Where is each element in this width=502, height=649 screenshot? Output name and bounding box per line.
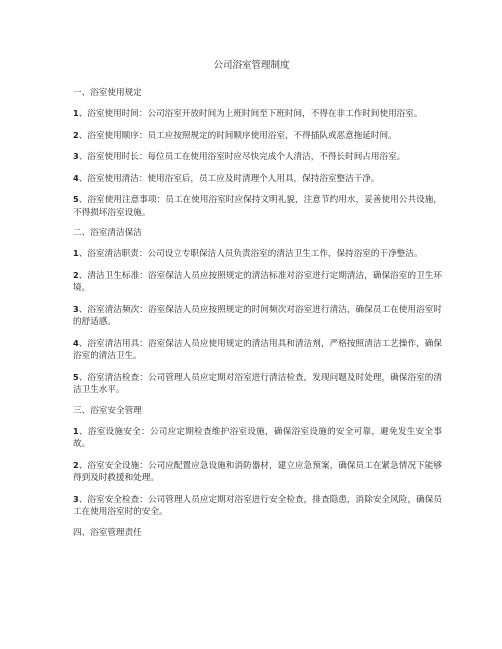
rule-number: 4: [73, 337, 79, 348]
rule-number: 2: [73, 129, 79, 140]
rule-paragraph: [73, 371, 442, 397]
rule-text: 、浴室使用时间：公司浴室开放时间为上班时间至下班时间，不得在非工作时间使用浴室。: [78, 109, 423, 119]
rule-number: 1: [73, 425, 79, 436]
rule-paragraph: [73, 107, 442, 121]
rule-paragraph: [73, 150, 442, 164]
rule-number: 3: [73, 151, 79, 161]
rule-text: 、浴室使用时长：每位员工在使用浴室时应尽快完成个人清洁，不得长时间占用浴室。: [78, 152, 406, 162]
rule-text: 、浴室使用注意事项：员工在使用浴室时应保持文明礼貌，注意节约用水，妥善使用公共设施，不得损坏浴室设施。: [73, 195, 442, 218]
rule-number: 5: [73, 194, 79, 204]
rule-paragraph: [73, 193, 442, 219]
rule-text: 、浴室使用清洁：使用浴室后，员工应及时清理个人用具，保持浴室整洁干净。: [78, 173, 380, 184]
document-body: [73, 87, 442, 539]
rule-paragraph: [73, 247, 442, 261]
rule-text: 、浴室清洁检查：公司管理人员应定期对浴室进行清洁检查，发现问题及时处理，确保浴室的清洁卫生水平。: [73, 372, 442, 395]
rule-number: 1: [73, 248, 79, 258]
rule-paragraph: [73, 493, 442, 519]
rule-number: 3: [73, 493, 79, 504]
rule-paragraph: [73, 129, 442, 143]
rule-text: 、清洁卫生标准：浴室保洁人员应按照规定的清洁标准对浴室进行定期清洁，确保浴室的卫生环境。: [73, 270, 442, 293]
rule-paragraph: [73, 269, 442, 295]
document-title: 公司浴室管理制度: [213, 60, 290, 71]
section-1: [73, 87, 442, 219]
section-heading: 一、浴室使用规定: [73, 88, 142, 98]
section-4: [73, 527, 442, 539]
rule-number: 1: [73, 108, 79, 118]
section-heading: 四、浴室管理责任: [73, 527, 142, 538]
rule-number: 3: [73, 303, 79, 314]
rule-number: 2: [73, 459, 79, 470]
section-2: [73, 227, 442, 397]
rule-text: 、浴室清洁职责：公司设立专职保洁人员负责浴室的清洁卫生工作，保持浴室的干净整洁。: [78, 249, 423, 259]
rule-text: 、浴室清洁用具：浴室保洁人员应使用规定的清洁用具和清洁剂，严格按照清洁工艺操作，确保浴室的清洁卫生。: [73, 338, 442, 361]
rule-text: 、浴室使用顺序：员工应按照规定的时间顺序使用浴室，不得插队或恶意拖延时间。: [78, 130, 397, 141]
rule-number: 5: [73, 371, 79, 382]
rule-paragraph: [73, 459, 442, 485]
section-heading: 二、浴室清洁保洁: [73, 228, 142, 238]
rule-text: 、浴室清洁频次：浴室保洁人员应按照规定的时间频次对浴室进行清洁，确保员工在使用浴室时的舒适感。: [73, 304, 442, 327]
rule-paragraph: [73, 425, 442, 451]
rule-number: 2: [73, 269, 79, 280]
rule-text: 、浴室设施安全：公司应定期检查维护浴室设施，确保浴室设施的安全可靠，避免发生安全事故。: [73, 426, 442, 449]
section-3: [73, 405, 442, 519]
rule-paragraph: [73, 172, 442, 186]
rule-text: 、浴室安全检查：公司管理人员应定期对浴室进行安全检查，排查隐患，消除安全风险，确保员工在使用浴室时的安全。: [73, 494, 442, 517]
rule-text: 、浴室安全设施：公司应配置应急设施和消防器材，建立应急预案，确保员工在紧急情况下能够得到及时救援和处理。: [73, 460, 442, 483]
rule-paragraph: [73, 303, 442, 329]
rule-number: 4: [73, 172, 79, 183]
section-heading: 三、浴室安全管理: [73, 405, 142, 416]
rule-paragraph: [73, 337, 442, 363]
